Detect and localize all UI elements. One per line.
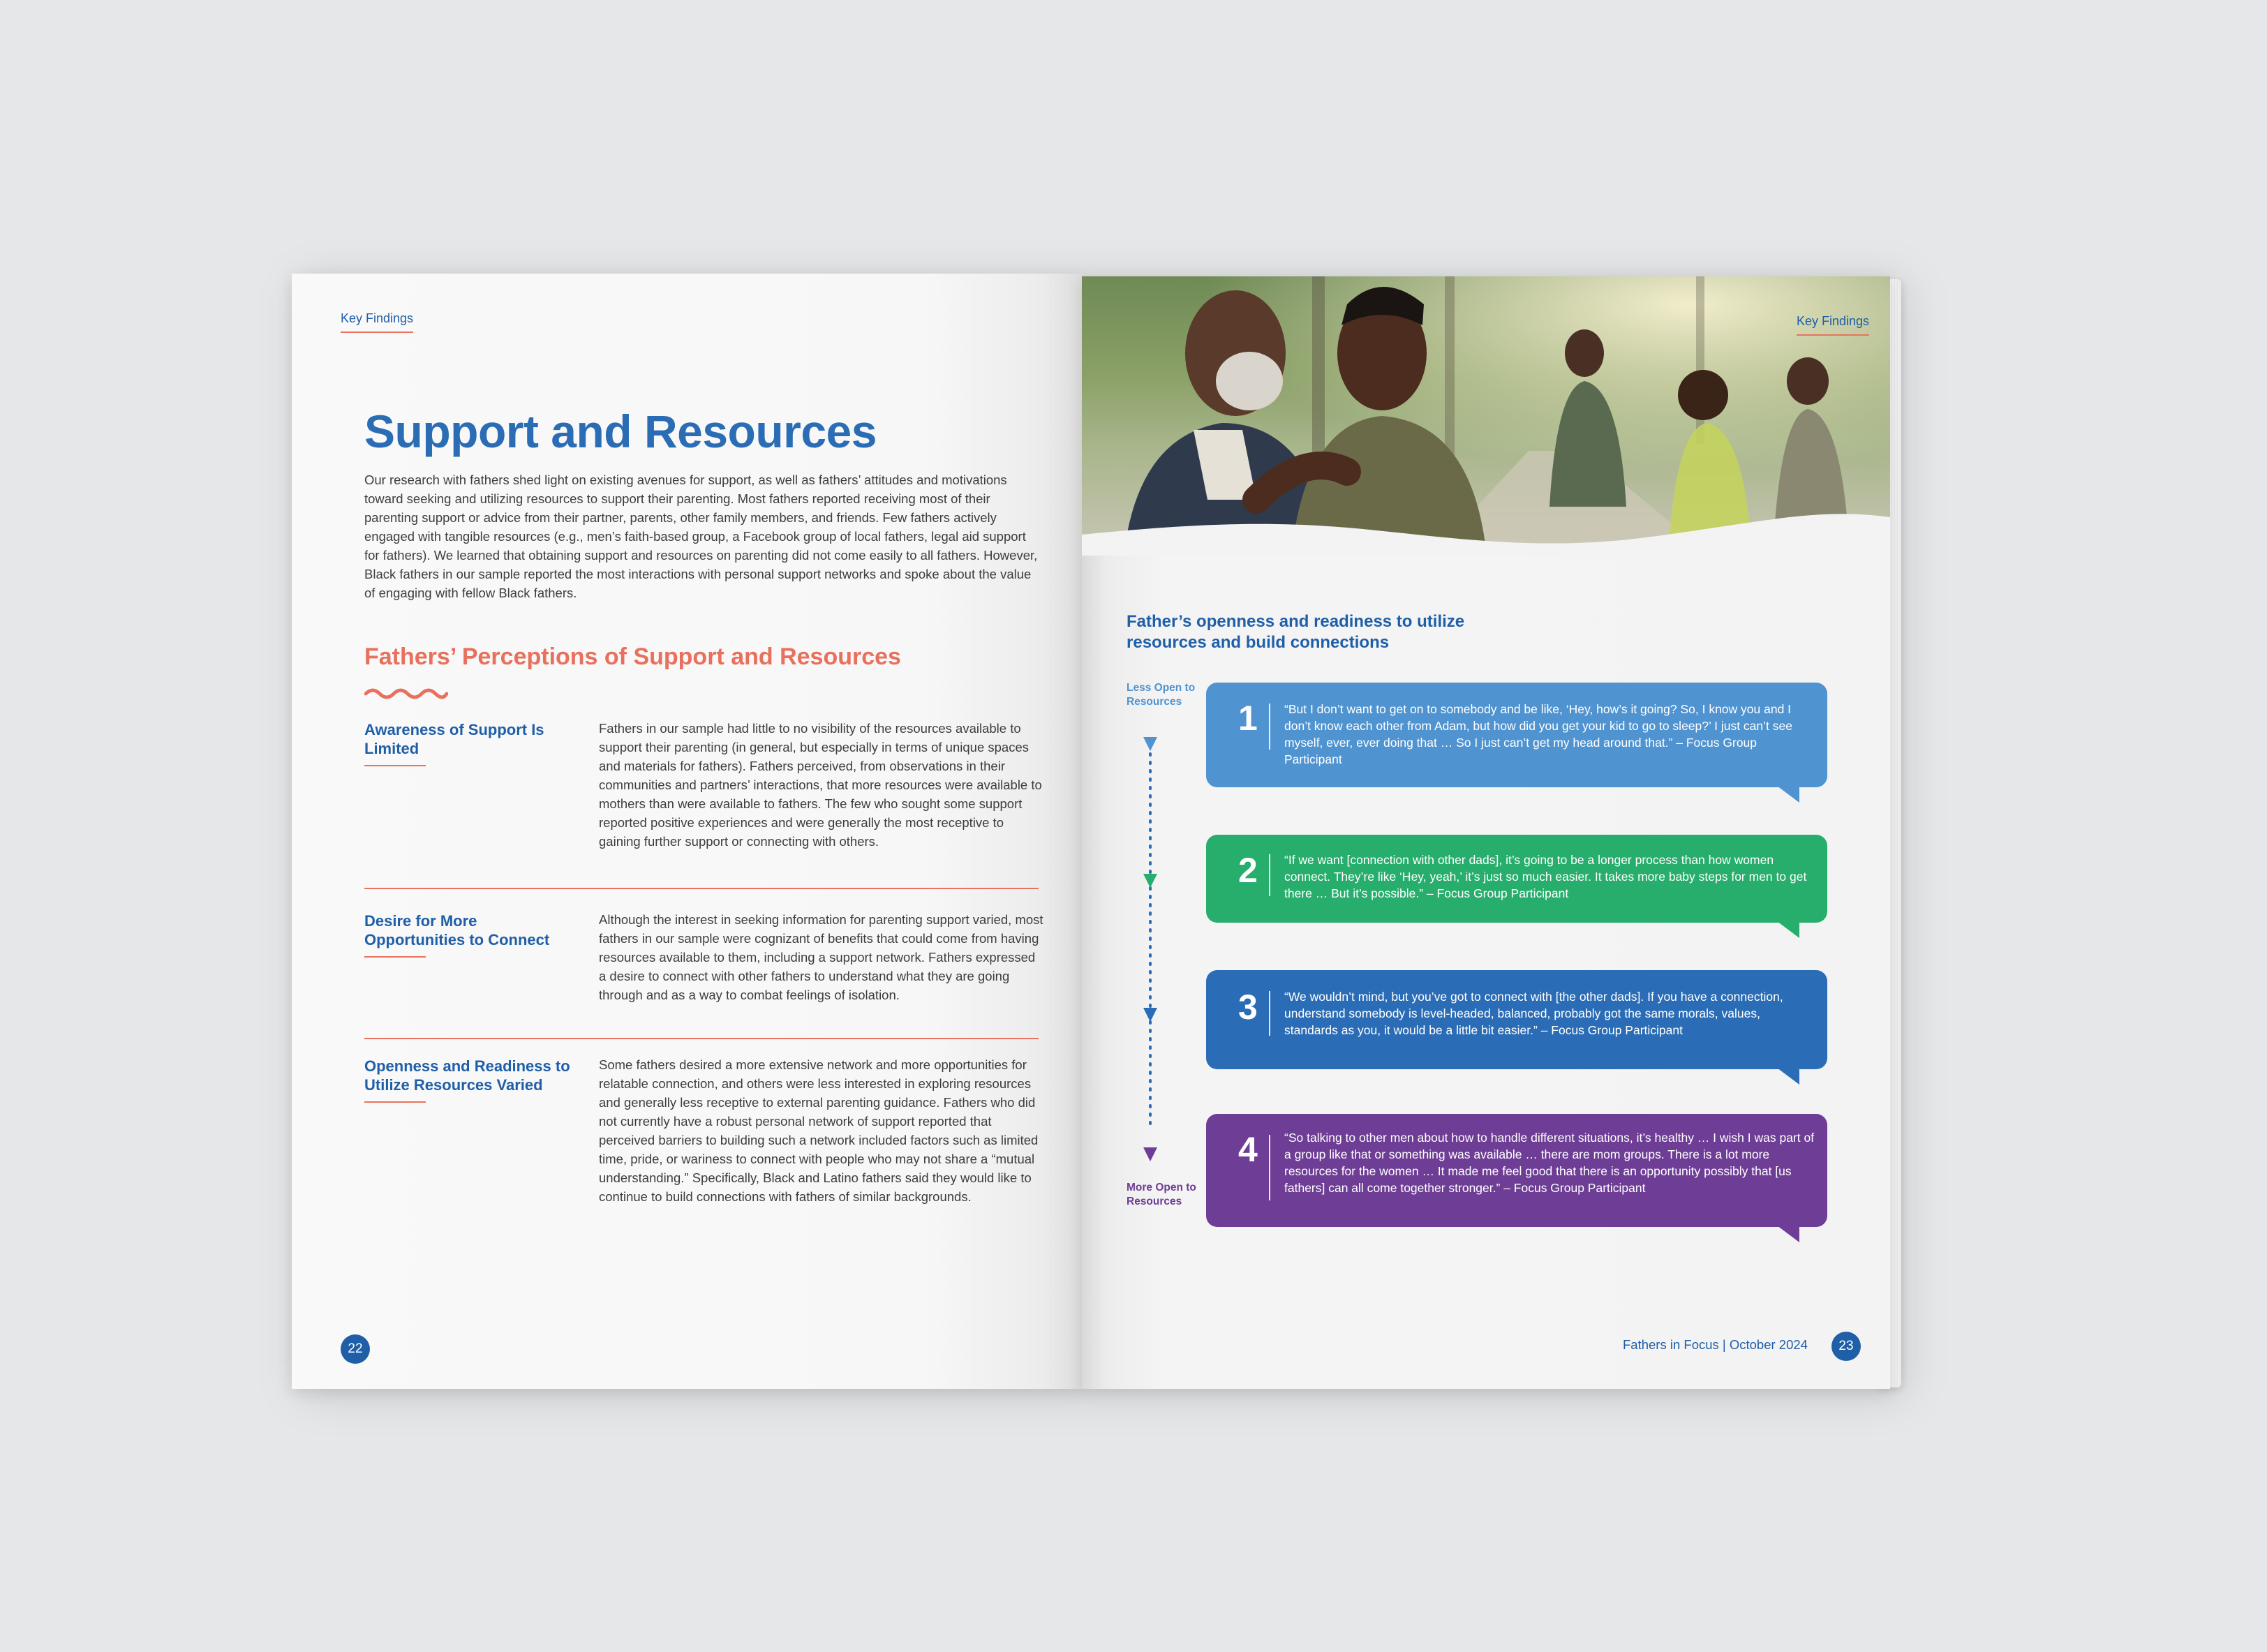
label-underline (364, 956, 426, 958)
finding-label-openness (364, 1057, 574, 1103)
divider (364, 1038, 1039, 1039)
finding-text-desire: Although the interest in seeking information for parenting support varied, most fathers in our sample were cognizant of benefits that could come from having resources available to them, including a support network. Fathers expressed a desire to connect with other fathers to understand what they are going through and as a way to combat feelings of isolation. (599, 912, 1043, 1002)
quote-text: “We wouldn’t mind, but you’ve got to connect with [the other dads]. If you have a connection, understand somebody is level-headed, balanced, probably got the same morals, values, standards as you, it would be a little bit easier.” – Focus Group Participant (1284, 990, 1783, 1037)
page-title: Support and Resources (364, 405, 877, 457)
quote-card-3 (1206, 970, 1827, 1069)
footer-publication: Fathers in Focus | October 2024 (1623, 1337, 1808, 1352)
squiggle-decoration (364, 685, 448, 702)
running-head-left: Key Findings (341, 311, 414, 325)
quote-divider (1269, 854, 1270, 896)
divider (364, 888, 1039, 889)
label-underline (364, 1101, 426, 1103)
page-number-right: 23 (1831, 1332, 1861, 1361)
intro-paragraph: Our research with fathers shed light on existing avenues for support, as well as fathers’ attitudes and motivations toward seeking and utilizing resources to support their parenting. Most fathers reported receiving most of their parenting support or advice from their partner, parents, other family members, and friends. Few fathers actively engaged with tangible resources (e.g., men’s faith-based group, a Facebook group of local fathers, legal aid support for fathers). We learned that obtaining support and resources on parenting did not come easily to all fathers. However, Black fathers in our sample reported the most interactions with personal support networks and spoke about the value of engaging with fellow Black fathers. (364, 472, 1038, 600)
finding-label-text: Desire for More Opportunities to Connect (364, 912, 550, 948)
quote-card-4 (1206, 1114, 1827, 1227)
running-head-right: Key Findings (1797, 314, 1870, 328)
quote-number: 1 (1238, 699, 1258, 738)
speech-tail (1777, 1068, 1799, 1085)
finding-text-openness: Some fathers desired a more extensive network and more opportunities for relatable connection, and others were less interested in exploring resources and generally less receptive to external parenting guidance. Fathers who did not currently have a robust personal network of support reported that perceived barriers to building such a network included factors such as limited time, pride, or wariness to connect with people who may not share a “mutual understanding.” Specifically, Black and Latino fathers said they would like to continue to build connections with fathers of similar backgrounds. (599, 1057, 1039, 1204)
diagram-heading: Father’s openness and readiness to utilize resources and build connections (1127, 612, 1465, 652)
quote-number: 3 (1238, 988, 1258, 1027)
speech-tail (1777, 1226, 1799, 1242)
openness-scale-arrow (1124, 737, 1180, 1184)
left-page (292, 274, 1082, 1389)
quote-text: “But I don’t want to get on to somebody and be like, ‘Hey, how’s it going? So, I know you and I don’t know each other from Adam, but how did you get your kid to go to sleep?’ I just can’t see myself, ever, ever doing that … So I just can’t get my head around that.” – Focus Group Participant (1284, 702, 1792, 766)
quote-number: 2 (1238, 851, 1258, 890)
scale-label-bottom: More Open to Resources (1127, 1182, 1196, 1207)
finding-text-awareness: Fathers in our sample had little to no visibility of the resources available to support their parenting (in general, but especially in terms of unique spaces and materials for fathers). Fathers perceived, from observations in their communities and partners’ interactions, that more resources were available to mothers than were available to fathers. The few who sought some support reported positive experiences and were generally the most receptive to gaining further support or connecting with others. (599, 721, 1042, 849)
finding-label-desire (364, 911, 574, 958)
quote-divider (1269, 991, 1270, 1036)
quote-text: “So talking to other men about how to handle different situations, it’s healthy … I wish I was part of a group like that or something was available … there are mom groups. There is a lot more resources for the women … It made me feel good that there is an opportunity possibly that [us fathers] can all come together stronger.” – Focus Group Participant (1284, 1131, 1815, 1195)
speech-tail (1777, 786, 1799, 803)
quote-number: 4 (1238, 1130, 1258, 1169)
right-page (1082, 276, 1890, 1389)
section-title: Fathers’ Perceptions of Support and Resources (364, 643, 901, 670)
quote-divider (1269, 704, 1270, 750)
quote-card-1 (1206, 683, 1827, 787)
photo-illustration (1082, 276, 1890, 556)
quote-divider (1269, 1135, 1270, 1200)
quote-text: “If we want [connection with other dads], it’s going to be a longer process than how women connect. They’re like ‘Hey, yeah,’ it’s just so much easier. It takes more baby steps for men to get there … But it’s possible.” – Focus Group Participant (1284, 853, 1807, 900)
finding-label-awareness (364, 720, 574, 766)
finding-label-text: Awareness of Support Is Limited (364, 721, 544, 757)
scale-label-top: Less Open to Resources (1127, 682, 1196, 708)
quote-card-2 (1206, 835, 1827, 923)
page-number-left: 22 (341, 1334, 370, 1364)
speech-tail (1777, 921, 1799, 938)
hero-photo (1082, 276, 1890, 556)
finding-label-text: Openness and Readiness to Utilize Resources Varied (364, 1057, 570, 1094)
label-underline (364, 765, 426, 766)
